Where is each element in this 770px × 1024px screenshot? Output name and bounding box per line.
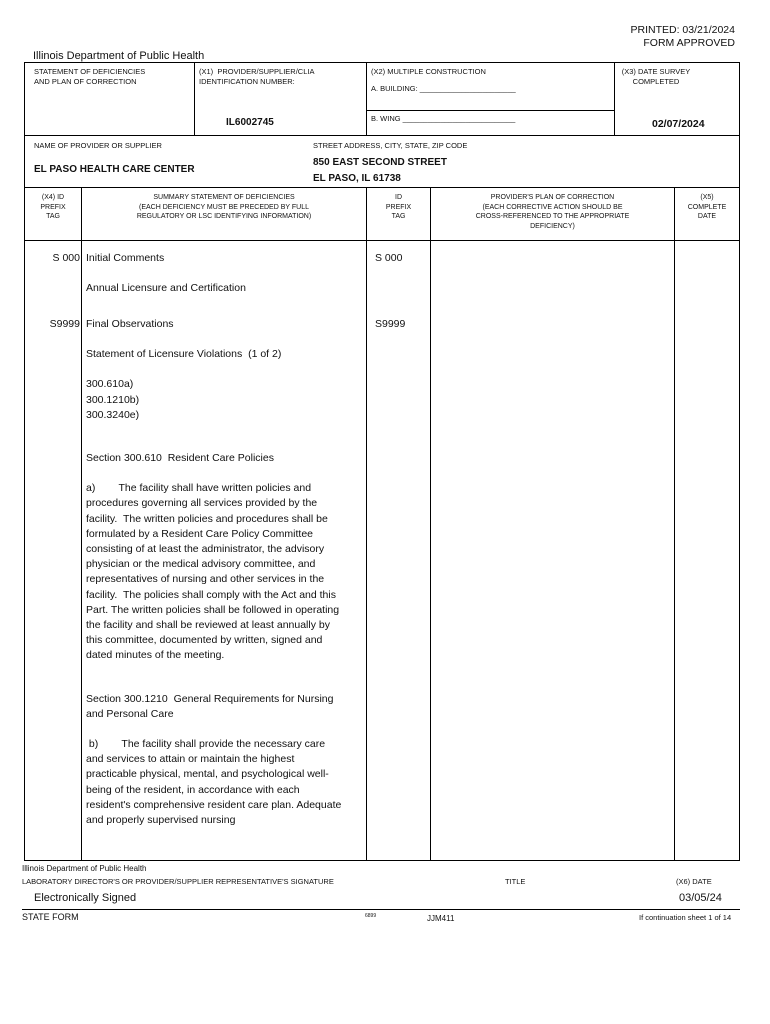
divider (366, 187, 367, 861)
row-paragraph: Final Observations (86, 318, 174, 330)
row-tag: S 000 (52, 252, 80, 264)
row-tag: S9999 (49, 318, 80, 330)
address-line2: EL PASO, IL 61738 (313, 173, 401, 184)
divider (194, 62, 195, 135)
x3-label: (X3) DATE SURVEY COMPLETED (621, 67, 691, 86)
provider-label: NAME OF PROVIDER OR SUPPLIER (34, 141, 162, 150)
building-field: A. BUILDING: _______________________ (371, 84, 516, 93)
col-id-header: ID PREFIX TAG (385, 194, 412, 220)
row-paragraph (86, 679, 342, 692)
address-label: STREET ADDRESS, CITY, STATE, ZIP CODE (313, 141, 468, 150)
divider (81, 187, 82, 861)
continuation-sheet: If continuation sheet 1 of 14 (639, 913, 732, 922)
row-paragraph: Section 300.1210 General Requirements for Nursing and Personal Care (86, 692, 337, 720)
row-summary (86, 317, 345, 843)
col-x5-header: (X5) COMPLETE DATE (687, 194, 727, 220)
title-label: TITLE (505, 877, 526, 886)
divider (614, 62, 615, 135)
printed-date: PRINTED: 03/21/2024 (630, 24, 735, 36)
provider-name: EL PASO HEALTH CARE CENTER (34, 164, 195, 175)
divider (22, 909, 740, 910)
address-line1: 850 EAST SECOND STREET (313, 157, 447, 168)
col-summary-header: SUMMARY STATEMENT OF DEFICIENCIES (EACH DEFICIENCY MUST BE PRECEDED BY FULL REGULATORY OR LSC IDENTIFYING INFORMATION) (136, 194, 312, 220)
signature-value: Electronically Signed (34, 892, 137, 904)
row-paragraph: Initial Comments (86, 252, 165, 264)
col-x4-header: (X4) ID PREFIX TAG (40, 194, 66, 220)
divider (674, 187, 675, 861)
wing-field: B. WING ___________________________ (371, 114, 516, 123)
state-form-label: STATE FORM (22, 912, 79, 922)
row-paragraph: Annual Licensure and Certification (86, 282, 246, 295)
form-status: FORM APPROVED (643, 37, 735, 49)
event-id: JJM411 (427, 914, 455, 923)
row-summary (86, 251, 342, 311)
survey-date: 02/07/2024 (652, 118, 705, 130)
signature-date: 03/05/24 (679, 892, 722, 904)
signature-label: LABORATORY DIRECTOR'S OR PROVIDER/SUPPLIER REPRESENTATIVE'S SIGNATURE (22, 877, 334, 886)
row-paragraph: 300.610a) 300.1210b) 300.3240e) (86, 378, 140, 421)
row-paragraph: Statement of Licensure Violations (1 of 2) (86, 348, 282, 361)
row-paragraph: b) The facility shall provide the necessary care and services to attain or maintain the highest practicable physical, mental, and psychological well-being of the resident, in accordance with each resident's comprehensive resident care plan. Adequate and properly supervised nursing (86, 738, 345, 827)
agency-name: Illinois Department of Public Health (33, 50, 205, 62)
x1-label: (X1) PROVIDER/SUPPLIER/CLIA IDENTIFICATION NUMBER: (199, 67, 315, 86)
divider (24, 240, 740, 241)
divider (24, 187, 740, 188)
form-code: 6899 (365, 913, 377, 919)
x6-date-label: (X6) DATE (676, 877, 712, 886)
divider (430, 187, 431, 861)
divider (366, 110, 614, 111)
divider (24, 135, 740, 136)
divider (366, 62, 367, 135)
x2-label: (X2) MULTIPLE CONSTRUCTION (371, 67, 486, 76)
x1-value: IL6002745 (226, 117, 274, 128)
print-header (631, 24, 735, 50)
row-paragraph (86, 438, 342, 451)
row-paragraph: Section 300.610 Resident Care Policies (86, 452, 274, 465)
row-paragraph: a) The facility shall have written policies and procedures governing all services provided by the facility. The written policies and procedures shall be formulated by a Resident Care Policy Committee consisting of at least the administrator, the advisory physician or the medical advisory committee, and representatives of nursing and other services in the facility. The policies shall comply with the Act and this Part. The written policies shall be followed in operating the facility and shall be reviewed at least annually by this committee, documented by written, signed and dated minutes of the meeting. (86, 482, 343, 662)
row-id-tag: S9999 (375, 318, 406, 330)
footer-agency: Illinois Department of Public Health (22, 864, 147, 873)
row-id-tag: S 000 (375, 252, 403, 264)
statement-label: STATEMENT OF DEFICIENCIES AND PLAN OF CORRECTION (34, 67, 146, 86)
col-plan-header: PROVIDER'S PLAN OF CORRECTION (EACH CORRECTIVE ACTION SHOULD BE CROSS-REFERENCED TO THE APPROPRIATE DEFICIENCY) (475, 194, 630, 230)
